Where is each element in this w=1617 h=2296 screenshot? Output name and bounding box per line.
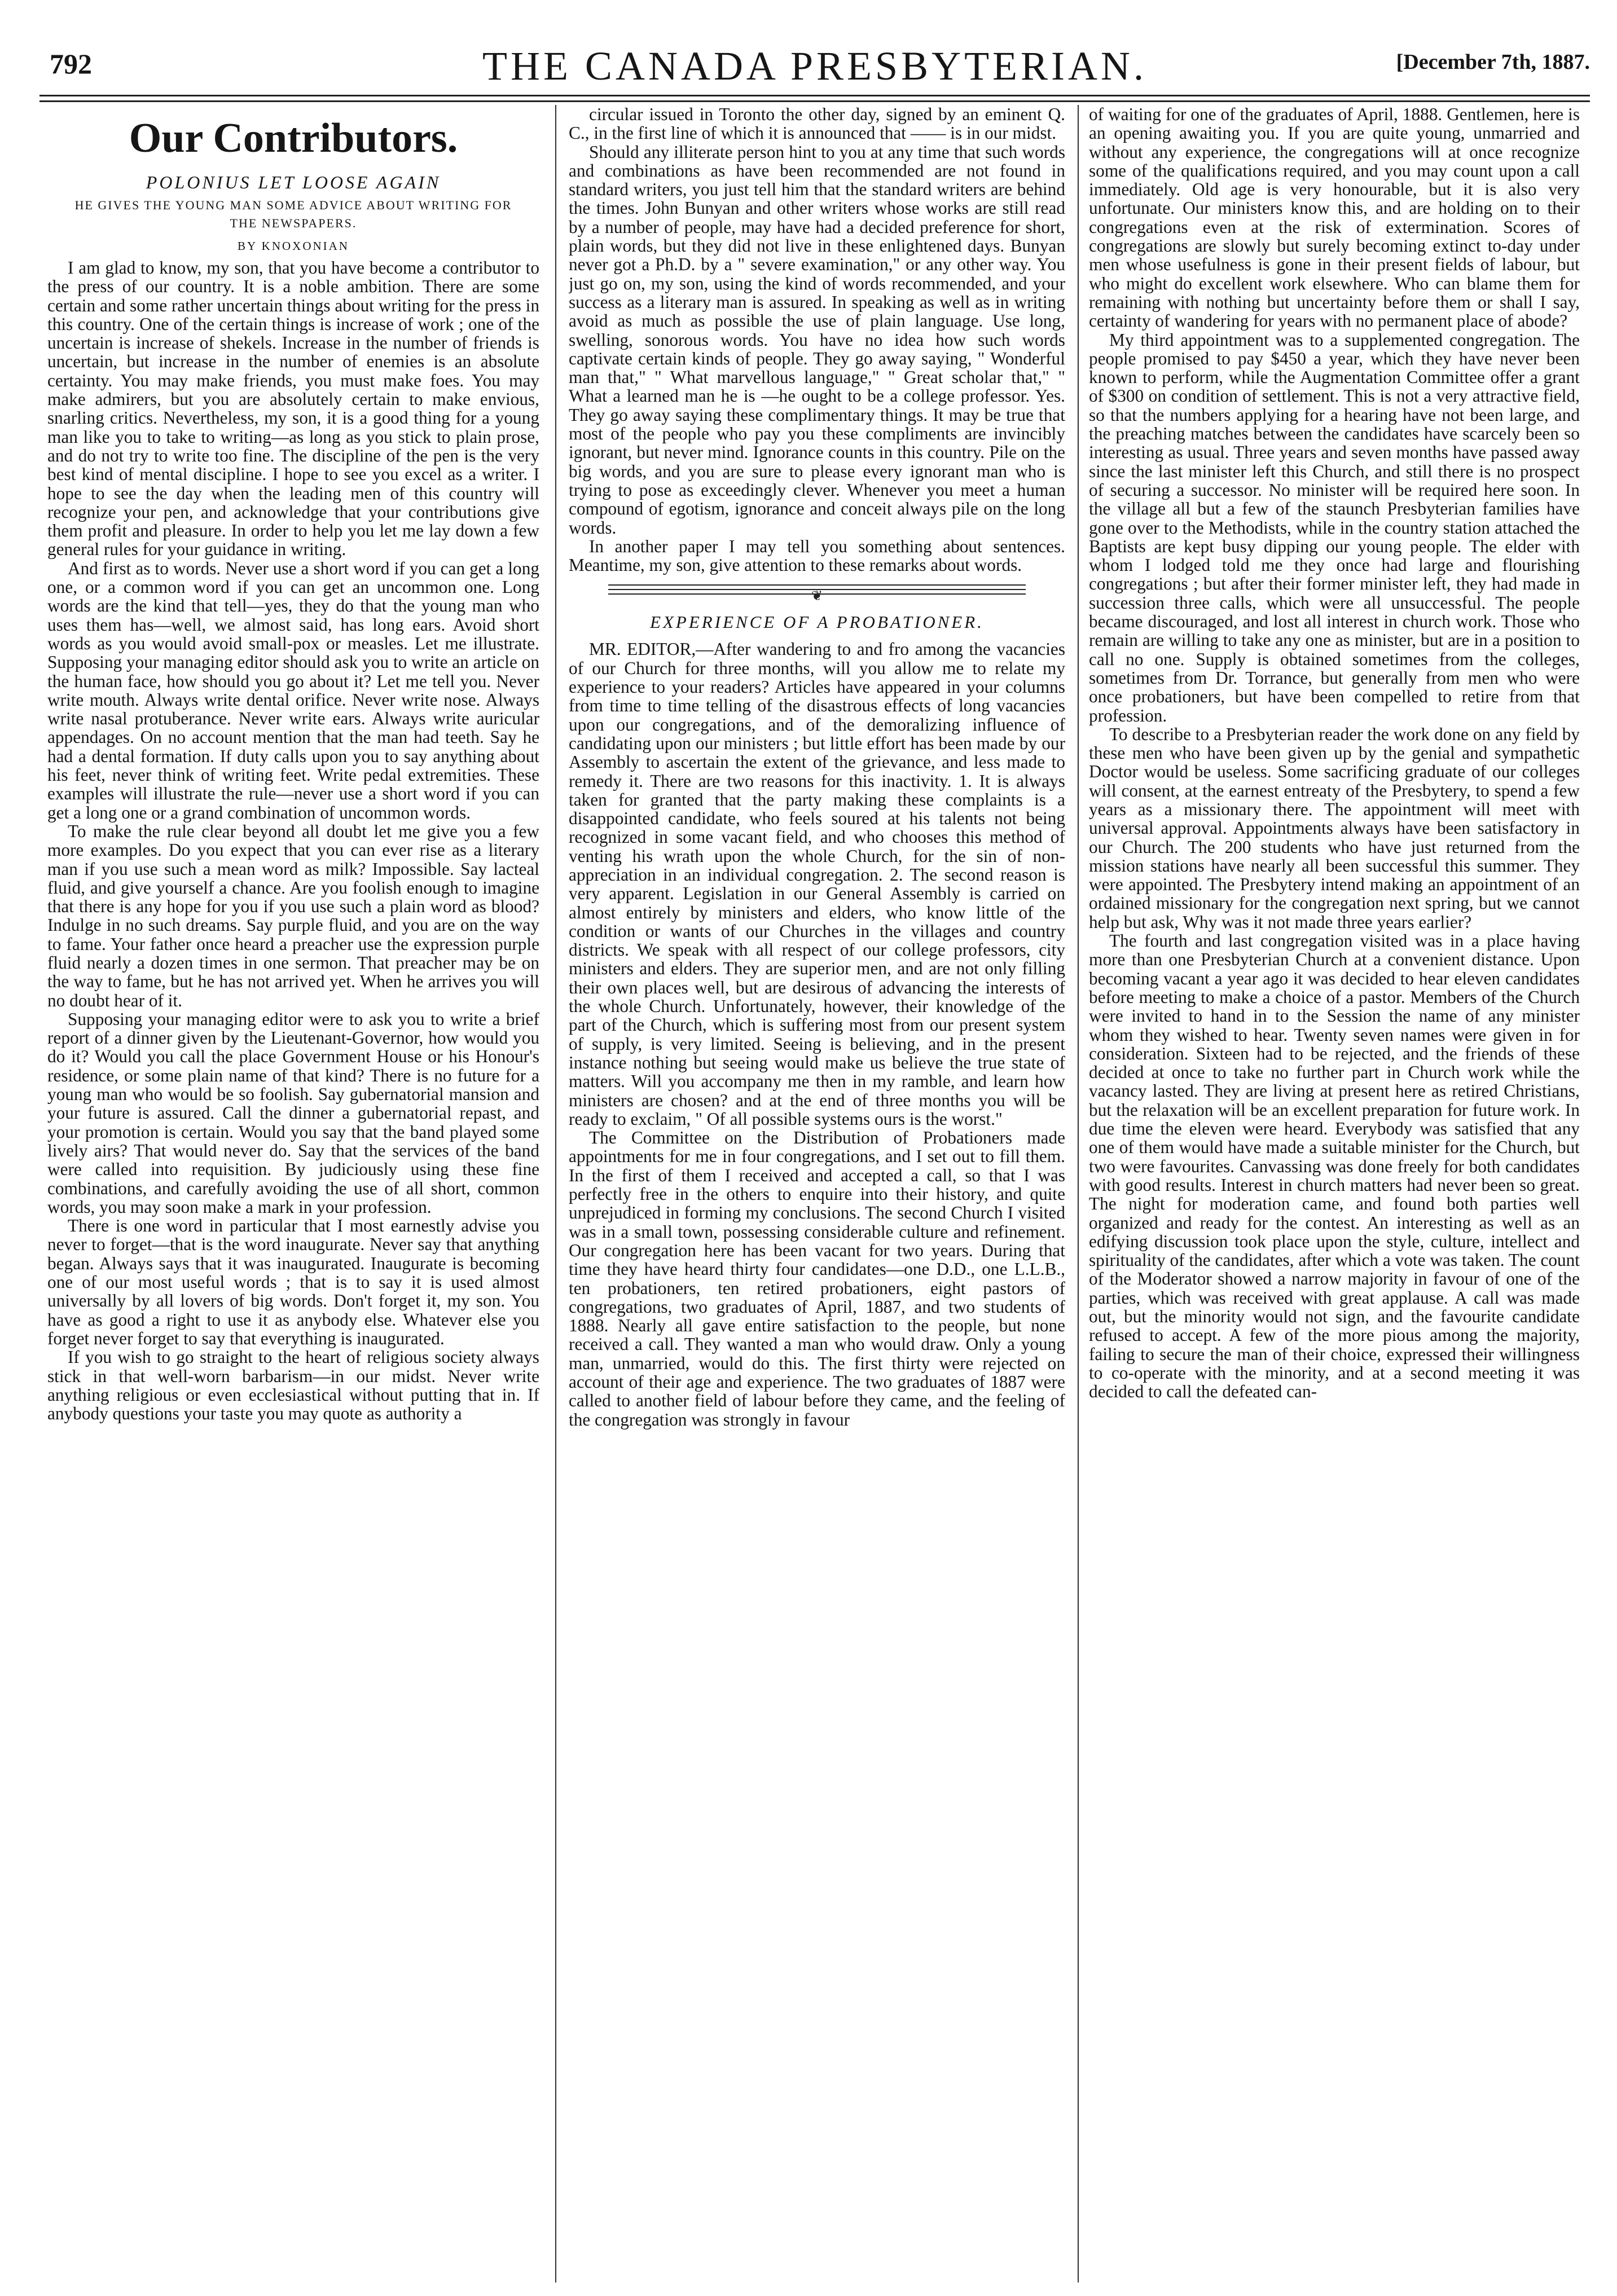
- paragraph: circular issued in Toronto the other day, signed by an eminent Q. C., in the first line of which it is announced that —— is in our midst.: [569, 105, 1065, 143]
- paragraph: I am glad to know, my son, that you have become a contributor to the press of our country. It is a noble ambition. There are some certain and some rather uncertain things about writing for the press in this country. One of the certain things is increase of work ; one of the uncertain is increase of shekels. Increase in the number of friends is uncertain, but increase in the number of enemies is an absolute certainty. You may make friends, you must make foes. You may make admirers, but you are absolutely certain to make envious, snarling critics. Nevertheless, my son, it is a good thing for a young man like you to take to writing—as long as you stick to plain prose, and do not try to write too fine. The discipline of the pen is the very best kind of mental discipline. I hope to see you excel as a writer. I hope to see the day when the leading men of this country will recognize your pen, and acknowledge that your contributions give them profit and pleasure. In order to help you let me lay down a few general rules for your guidance in writing.: [47, 258, 539, 560]
- article-subtitle: HE GIVES THE YOUNG MAN SOME ADVICE ABOUT WRITING FOR THE NEWSPAPERS.: [74, 198, 512, 230]
- paragraph: Should any illiterate person hint to you at any time that such words and combinations as have been recommended are not found in standard writers, you just tell him that the standard writers are behind the times. John Bunyan and other writers whose works are still read by a number of people, may have had a decided preference for short, plain words, but they did not live in these enlightened days. Bunyan never got a Ph.D. by a " severe examination," or any other way. You just go on, my son, using the kind of words recommended, and your success as a literary man is assured. In speaking as well as in writing avoid as much as possible the use of plain language. Use long, swelling, sonorous words. You have no idea how such words captivate certain kinds of people. They go away saying, " Wonderful man that," " What marvellous language," " Great scholar that," " What a learned man he is —he ought to be a college professor. Yes. They go away saying these complimentary things. It may be true that most of the people who pay you these compliments are invincibly ignorant, but never mind. Ignorance counts in this country. Pile on the big words, and you are sure to please every ignorant man who is trying to pose as exceedingly clever. Whenever you meet a human compound of egotism, ignorance and conceit always pile on the long words.: [569, 142, 1065, 538]
- article-title: POLONIUS LET LOOSE AGAIN: [146, 172, 441, 192]
- article-byline: BY KNOXONIAN: [238, 239, 349, 253]
- masthead-rule-top: [39, 95, 1590, 96]
- article-separator: [608, 584, 1026, 604]
- paragraph: To make the rule clear beyond all doubt let me give you a few more examples. Do you expect that you can ever rise as a literary man if you use such a mean word as milk? Impossible. Say lacteal fluid, and give yourself a chance. Are you foolish enough to imagine that there is any hope for you if you use such a plain word as blood? Indulge in no such dreams. Say purple fluid, and you are on the way to fame. Your father once heard a preacher use the expression purple fluid nearly a dozen times in one sermon. That preacher may be on the way to fame, but he has not arrived yet. When he arrives you will no doubt hear of it.: [47, 821, 539, 1010]
- article-title: EXPERIENCE OF A PROBATIONER.: [650, 612, 984, 632]
- paragraph: Supposing your managing editor were to ask you to write a brief report of a dinner given by the Lieutenant-Governor, how would you do it? Would you call the place Government House or his Honour's residence, or some plain name of that kind? There is no future for a young man who would be so foolish. Say gubernatorial mansion and your future is assured. Call the dinner a gubernatorial repast, and your promotion is certain. Would you say that the band played some lively airs? That would never do. Say that the services of the band were called into requisition. By judiciously using these fine combinations, and carefully avoiding the use of all short, common words, you may soon make a mark in your profession.: [47, 1009, 539, 1217]
- paragraph: My third appointment was to a supplemented congregation. The people promised to pay $450 a year, which they have never been known to perform, while the Augmentation Committee offer a grant of $300 on condition of settlement. This is not a very attractive field, so that the numbers applying for a hearing have not been large, and the preaching matches between the candidates have scarcely been so interesting as usual. Three years and seven months have passed away since the last minister left this Church, and still there is no prospect of securing a successor. No minister will be required here soon. In the village all but a few of the staunch Presbyterian families have gone over to the Methodists, while in the country station attached the Baptists are kept busy dipping our young people. The elder with whom I lodged told me they once had large and flourishing congregations ; but after their former minister left, they had made in succession three calls, which were all unsuccessful. The people became discouraged, and lost all interest in church work. Those who remain are willing to take any one as minister, but are in a position to call no one. Supply is obtained sometimes from the colleges, sometimes from Dr. Torrance, but generally from men who were once probationers, but have been compelled to retire from that profession.: [1089, 329, 1580, 725]
- section-title: Our Contributors.: [129, 115, 458, 161]
- paragraph: There is one word in particular that I most earnestly advise you never to forget—that is the word inaugurate. Never say that anything began. Always says that it was inaugurated. Inaugurate is becoming one of our most useful words ; that is to say it is used almost universally by all lovers of big words. Don't forget it, my son. You have as good a right to use it as anybody else. Whatever else you forget never forget to say that everything is inaugurated.: [47, 1216, 539, 1348]
- page-number: 792: [50, 48, 92, 80]
- masthead-rule-bottom: [39, 100, 1590, 102]
- column-2: [569, 105, 1065, 2288]
- paragraph: The fourth and last congregation visited was in a place having more than one Presbyterian Church at a convenient distance. Upon becoming vacant a year ago it was decided to hear eleven candidates before meeting to make a choice of a pastor. Members of the Church were invited to hand in to the Session the name of any minister whom they wished to hear. Twenty seven names were given in for consideration. Sixteen had to be rejected, and the friends of these decided at once to take no further part in Church work while the vacancy lasted. They are living at present here as retired Christians, but the relaxation will be an excellent preparation for future work. In due time the eleven were heard. Everybody was satisfied that any one of them would have made a suitable minister for the Church, but two were favourites. Canvassing was done freely for both candidates with good results. Interest in church matters had never been so great. The night for moderation came, and found both parties well organized and ready for the contest. An interesting as well as an edifying discussion took place upon the style, culture, intellect and spirituality of the candidates, after which a vote was taken. The count of the Moderator showed a narrow majority in favour of one of the parties, which was received with great applause. A call was made out, but the minority would not sign, and the favourite candidate refused to accept. A few of the more pious among the majority, failing to secure the man of their choice, expressed their willingness to co-operate with the minority, and at a second meeting it was decided to call the defeated can-: [1089, 931, 1580, 1402]
- paragraph: MR. EDITOR,—After wandering to and fro among the vacancies of our Church for three months, will you allow me to relate my experience to your readers? Articles have appeared in your columns from time to time telling of the disastrous effects of long vacancies upon our congregations, and of the demoralizing influence of candidating upon our ministers ; but little effort has been made by our Assembly to ascertain the extent of the grievance, and less made to remedy it. There are two reasons for this inactivity. 1. It is always taken for granted that the party making these complaints is a disappointed candidate, who feels soured at his talents not being recognized in some vacant field, and who chooses this method of venting his wrath upon the whole Church, for the sin of non-appreciation in an individual congregation. 2. The second reason is very apparent. Legislation in our General Assembly is carried on almost entirely by ministers and elders, who know little of the condition or wants of our Churches in the villages and country districts. We speak with all respect of our college professors, city ministers and elders. They are superior men, and are not only filling their own places well, but are desirous of advancing the interests of the whole Church. Unfortunately, however, their knowledge of the part of the Church, which is suffering most from our present system of supply, is very limited. Seeing is believing, and in the present instance nothing but seeing would make us believe the true state of matters. Will you accompany me then in my ramble, and learn how ministers are chosen? and at the end of three months you will be ready to exclaim, " Of all possible systems ours is the worst.": [569, 639, 1065, 1129]
- separator-ornament: ❦: [608, 589, 1026, 593]
- column-divider-1: [555, 105, 556, 2282]
- column-divider-2: [1078, 105, 1079, 2282]
- paragraph: of waiting for one of the graduates of April, 1888. Gentlemen, here is an opening awaiting you. If you are quite young, unmarried and without any experience, the congregations will at once recognize some of the qualifications required, and you may count upon a call immediately. Old age is very honourable, but it is also very unfortunate. Our ministers know this, and are holding on to their congregations even at the risk of extermination. Scores of congregations are slowly but surely becoming extinct to-day under men whose usefulness is gone in their present fields of labour, but who might do excellent work elsewhere. Who can blame them for remaining with nothing but uncertainty before them or shall I say, certainty of wandering for years with no permanent place of abode?: [1089, 105, 1580, 331]
- paragraph: To describe to a Presbyterian reader the work done on any field by these men who have been given up by the genial and sympathetic Doctor would be useless. Some sacrificing graduate of our colleges will consent, at the earnest entreaty of the Presbytery, to spend a few years as a missionary there. The appointment will meet with universal approval. Appointments always have been satisfactory in our Church. The 200 students who have just returned from the mission stations have nearly all been successful this summer. They were appointed. The Presbytery intend making an appointment of an ordained missionary for the congregation next spring, but we cannot help but ask, Why was it not made three years earlier?: [1089, 724, 1580, 932]
- publication-title: THE CANADA PRESBYTERIAN.: [482, 43, 1148, 89]
- paragraph: If you wish to go straight to the heart of religious society always stick in that well-worn barbarism—in our midst. Never write anything religious or even ecclesiastical without putting that in. If anybody questions your taste you may quote as authority a: [47, 1347, 539, 1424]
- column-1: [47, 105, 539, 2288]
- paragraph: And first as to words. Never use a short word if you can get a long one, or a common word if you can get an uncommon one. Long words are the kind that tell—yes, they do that the young man who uses them has—well, we almost said, has long ears. Avoid short words as you would avoid small-pox or measles. Let me illustrate. Supposing your managing editor should ask you to write an article on the human face, how should you go about it? Let me tell you. Never write mouth. Always write dental orifice. Never write nose. Always write nasal protuberance. Never write ears. Always write auricular appendages. On no account mention that the man had teeth. Say he had a dental formation. If duty calls upon you to say anything about his feet, never think of writing feet. Write pedal extremities. These examples will illustrate the rule—never use a short word if you can get a long one or a grand combination of uncommon words.: [47, 558, 539, 822]
- column-3: [1089, 105, 1580, 2288]
- paragraph: In another paper I may tell you something about sentences. Meantime, my son, give attention to these remarks about words.: [569, 536, 1065, 575]
- paragraph: The Committee on the Distribution of Probationers made appointments for me in four congregations, and I set out to fill them. In the first of them I received and accepted a call, so that I was perfectly free in the others to enquire into their history, and quite unprejudiced in forming my conclusions. The second Church I visited was in a small town, possessing considerable culture and refinement. Our congregation here has been vacant for two years. During that time they have heard thirty four candidates—one D.D., one L.L.B., ten probationers, ten retired probationers, eight pastors of congregations, two graduates of April, 1887, and two students of 1888. Nearly all gave entire satisfaction to the people, but none received a call. They wanted a man who would draw. Only a young man, unmarried, would do this. The first thirty were rejected on account of their age and experience. The two graduates of 1887 were called to another field of labour before they came, and the feeling of the congregation was strongly in favour: [569, 1128, 1065, 1429]
- issue-date: [December 7th, 1887.: [1396, 50, 1590, 74]
- masthead: [39, 43, 1590, 91]
